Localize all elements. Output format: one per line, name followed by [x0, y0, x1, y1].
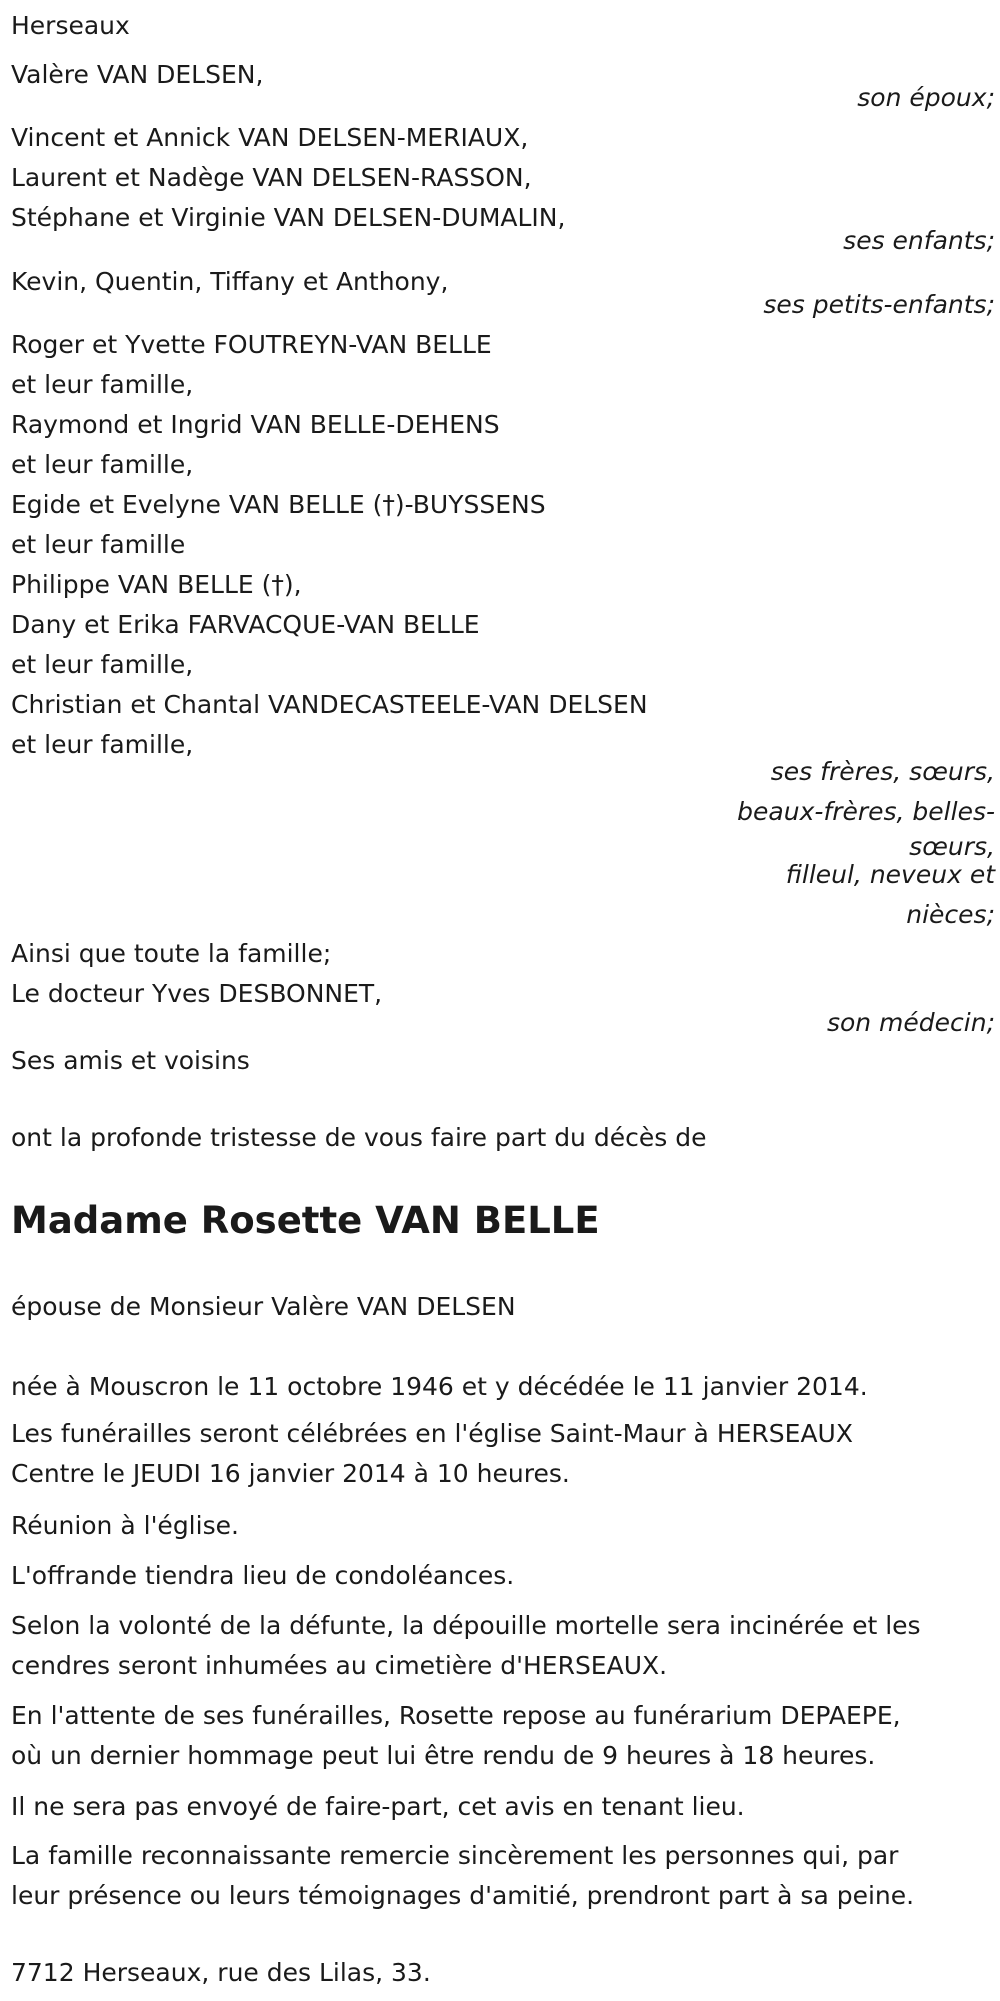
relation-line: ses frères, sœurs,	[770, 757, 995, 786]
funeral-line: Les funérailles seront célébrées en l'église Saint-Maur à HERSEAUX	[11, 1419, 853, 1448]
address-line: 7712 Herseaux, rue des Lilas, 33.	[11, 1958, 431, 1987]
grandchildren-relation: ses petits-enfants;	[763, 290, 995, 319]
funerarium-paragraph	[11, 1696, 901, 1776]
spouse-relation: son époux;	[857, 83, 995, 112]
sibling-line: et leur famille,	[11, 370, 194, 399]
town-name: Herseaux	[11, 11, 130, 40]
sibling-line: et leur famille,	[11, 730, 194, 759]
sibling-line: Roger et Yvette FOUTREYN-VAN BELLE	[11, 330, 492, 359]
thanks-line: La famille reconnaissante remercie sincèrement les personnes qui, par	[11, 1841, 899, 1870]
children-relation: ses enfants;	[843, 226, 995, 255]
whole-family-and-doctor	[11, 934, 382, 1014]
relation-line: nièces;	[906, 900, 995, 929]
offering-line: L'offrande tiendra lieu de condoléances.	[11, 1561, 515, 1590]
funerarium-line: En l'attente de ses funérailles, Rosette repose au funérarium DEPAEPE,	[11, 1701, 901, 1730]
funeral-paragraph	[11, 1414, 853, 1494]
sibling-line: Christian et Chantal VANDECASTEELE-VAN DELSEN	[11, 690, 648, 719]
sibling-line: et leur famille,	[11, 650, 194, 679]
children-list	[11, 118, 565, 238]
meeting-line: Réunion à l'église.	[11, 1511, 239, 1540]
announcement-text: ont la profonde tristesse de vous faire part du décès de	[11, 1123, 707, 1152]
sibling-line: et leur famille,	[11, 450, 194, 479]
funerarium-line: où un dernier hommage peut lui être rendu de 9 heures à 18 heures.	[11, 1741, 876, 1770]
relation-line: sœurs,	[909, 832, 995, 861]
child-entry: Vincent et Annick VAN DELSEN-MERIAUX,	[11, 123, 529, 152]
child-entry: Laurent et Nadège VAN DELSEN-RASSON,	[11, 163, 532, 192]
child-entry: Stéphane et Virginie VAN DELSEN-DUMALIN,	[11, 203, 566, 232]
nephews-relation	[786, 855, 995, 935]
sibling-line: et leur famille	[11, 530, 186, 559]
sibling-line: Philippe VAN BELLE (†),	[11, 570, 302, 599]
spouse-of-line: épouse de Monsieur Valère VAN DELSEN	[11, 1292, 516, 1321]
whole-family-line: Ainsi que toute la famille;	[11, 939, 332, 968]
doctor-relation: son médecin;	[826, 1008, 995, 1037]
cremation-line: Selon la volonté de la défunte, la dépouille mortelle sera incinérée et les	[11, 1611, 921, 1640]
spouse-name: Valère VAN DELSEN,	[11, 60, 264, 89]
siblings-list	[11, 325, 648, 765]
relation-line: beaux-frères, belles-	[737, 797, 995, 826]
siblings-relation	[737, 752, 995, 862]
cremation-line: cendres seront inhumées au cimetière d'HERSEAUX.	[11, 1651, 668, 1680]
relation-line: filleul, neveux et	[785, 860, 995, 889]
friends-line: Ses amis et voisins	[11, 1046, 250, 1075]
doctor-line: Le docteur Yves DESBONNET,	[11, 979, 383, 1008]
funeral-line: Centre le JEUDI 16 janvier 2014 à 10 heures.	[11, 1459, 570, 1488]
no-cards-line: Il ne sera pas envoyé de faire-part, cet avis en tenant lieu.	[11, 1792, 745, 1821]
deceased-name: Madame Rosette VAN BELLE	[11, 1199, 600, 1242]
sibling-line: Egide et Evelyne VAN BELLE (†)-BUYSSENS	[11, 490, 546, 519]
thanks-paragraph	[11, 1836, 914, 1916]
sibling-line: Dany et Erika FARVACQUE-VAN BELLE	[11, 610, 480, 639]
grandchildren-names: Kevin, Quentin, Tiffany et Anthony,	[11, 267, 449, 296]
birth-death-line: née à Mouscron le 11 octobre 1946 et y décédée le 11 janvier 2014.	[11, 1372, 868, 1401]
cremation-paragraph	[11, 1606, 921, 1686]
thanks-line: leur présence ou leurs témoignages d'amitié, prendront part à sa peine.	[11, 1881, 915, 1910]
sibling-line: Raymond et Ingrid VAN BELLE-DEHENS	[11, 410, 500, 439]
